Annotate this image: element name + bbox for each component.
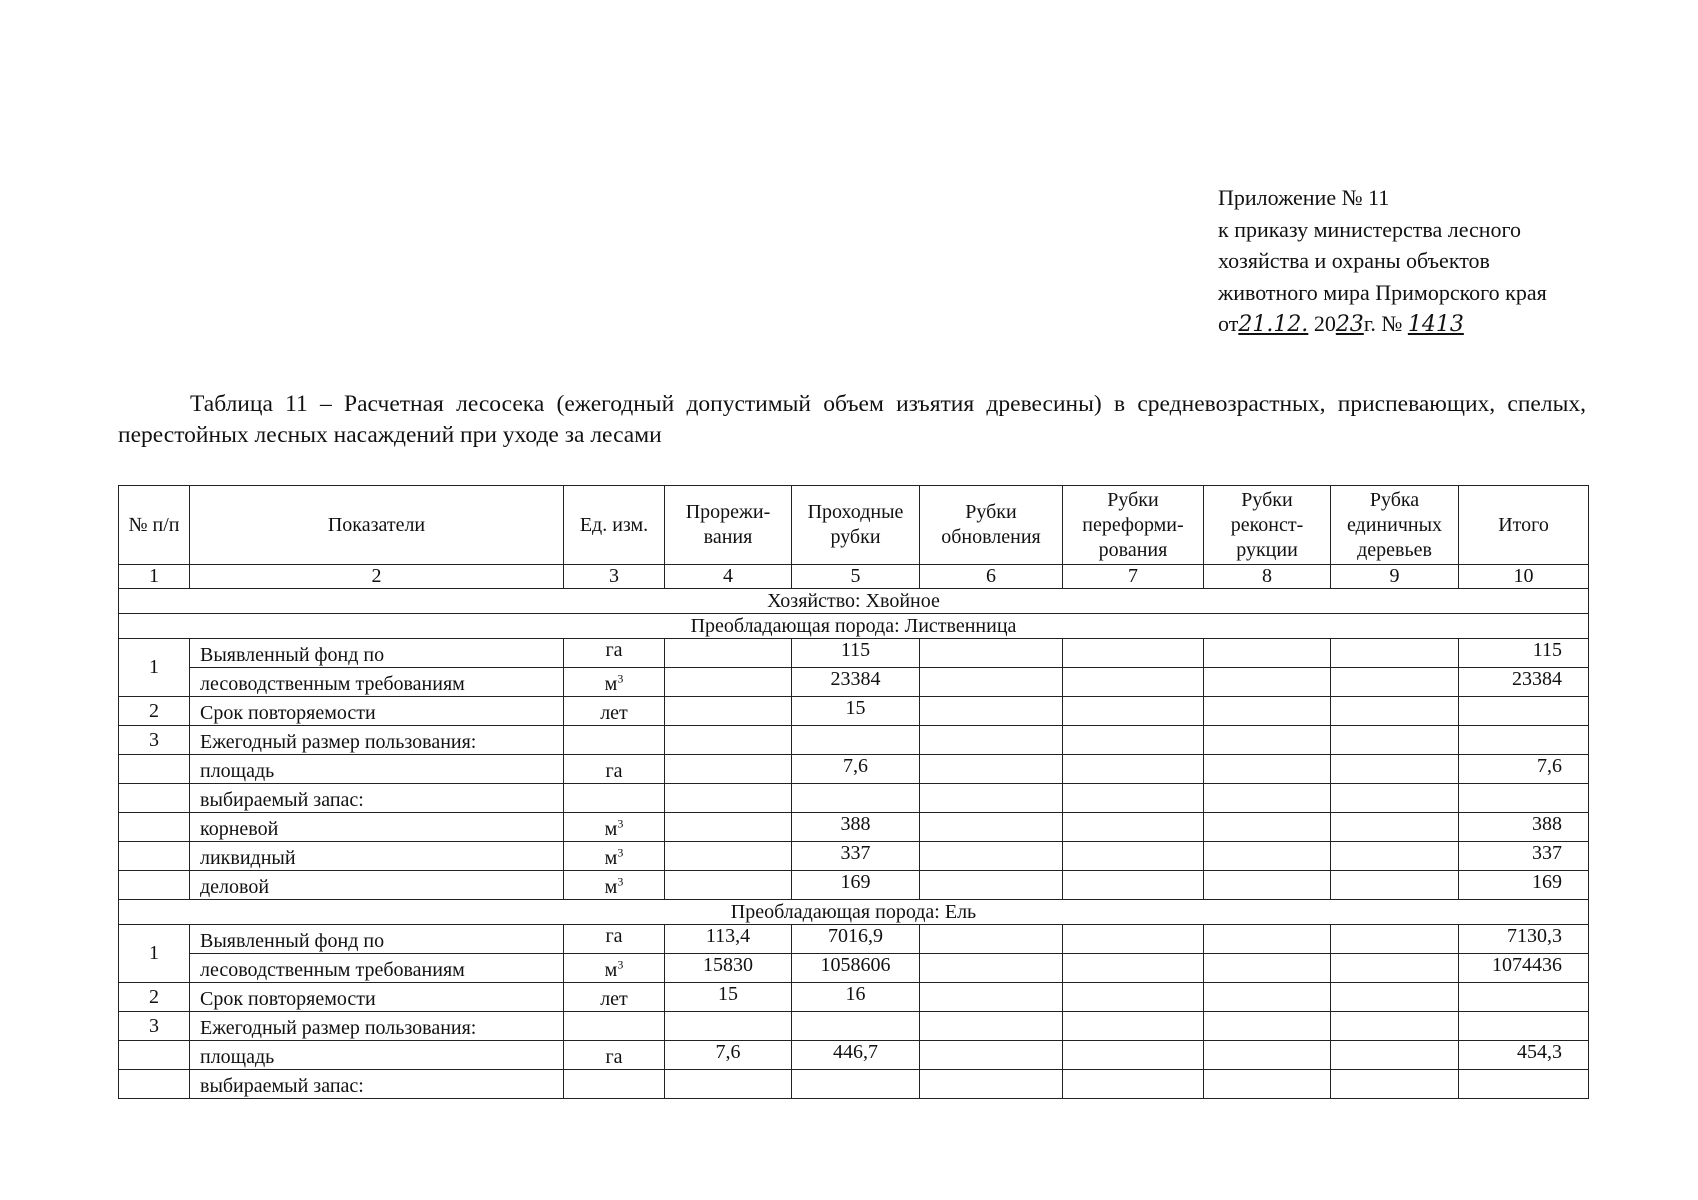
value-passage: 15 <box>792 697 920 726</box>
indicator-label: Выявленный фонд по <box>190 639 564 668</box>
value-passage: 446,7 <box>792 1041 920 1070</box>
value-reconstruction <box>1204 925 1331 954</box>
row-number <box>119 871 190 900</box>
number-label: г. № <box>1363 311 1403 336</box>
unit-cell <box>564 813 665 842</box>
forest-cutting-table <box>118 485 1589 1099</box>
indicator-label: деловой <box>190 871 564 900</box>
value-reconstruction <box>1204 954 1331 983</box>
value-reformation <box>1063 983 1204 1012</box>
table-row <box>119 1041 1589 1070</box>
value-reformation <box>1063 954 1204 983</box>
table-row <box>119 668 1589 697</box>
value-single-trees <box>1331 983 1459 1012</box>
value-passage: 23384 <box>792 668 920 697</box>
value-single-trees <box>1331 842 1459 871</box>
value-thinning <box>665 813 792 842</box>
value-thinning <box>665 842 792 871</box>
unit-text: м <box>604 959 618 981</box>
value-total: 337 <box>1459 842 1589 871</box>
value-renewal <box>920 983 1063 1012</box>
header-cell: Рубки переформи-рования <box>1063 486 1204 565</box>
value-reformation <box>1063 813 1204 842</box>
header-cell: Показатели <box>190 486 564 565</box>
value-passage: 337 <box>792 842 920 871</box>
table-row <box>119 755 1589 784</box>
species-row <box>119 614 1589 639</box>
year-prefix: 20 <box>1313 311 1336 336</box>
row-number <box>119 842 190 871</box>
value-thinning: 15830 <box>665 954 792 983</box>
unit-superscript: 3 <box>617 957 624 972</box>
row-number <box>119 755 190 784</box>
unit-cell: га <box>564 1041 665 1070</box>
unit-superscript: 3 <box>617 671 624 686</box>
value-reformation <box>1063 755 1204 784</box>
value-total: 7,6 <box>1459 755 1589 784</box>
value-reformation <box>1063 668 1204 697</box>
table-row <box>119 954 1589 983</box>
value-single-trees <box>1331 954 1459 983</box>
row-number <box>119 1070 190 1099</box>
value-reconstruction <box>1204 813 1331 842</box>
unit-cell: га <box>564 755 665 784</box>
value-reformation <box>1063 697 1204 726</box>
species-row <box>119 900 1589 925</box>
row-number: 3 <box>119 726 190 755</box>
column-number: 6 <box>920 565 1063 589</box>
header-cell: № п/п <box>119 486 190 565</box>
indicator-label: ликвидный <box>190 842 564 871</box>
value-renewal <box>920 925 1063 954</box>
value-single-trees <box>1331 755 1459 784</box>
indicator-label: корневой <box>190 813 564 842</box>
unit-cell: лет <box>564 697 665 726</box>
value-renewal <box>920 813 1063 842</box>
row-number: 2 <box>119 697 190 726</box>
row-number <box>119 1041 190 1070</box>
column-number-row <box>119 565 1589 589</box>
value-renewal <box>920 871 1063 900</box>
appendix-line-2: к приказу министерства лесного <box>1218 216 1522 242</box>
column-number: 3 <box>564 565 665 589</box>
indicator-label: Ежегодный размер пользования: <box>190 1012 564 1041</box>
value-passage: 388 <box>792 813 920 842</box>
indicator-label: Выявленный фонд по <box>190 925 564 954</box>
unit-text: м <box>604 818 618 840</box>
appendix-line-4: животного мира Приморского края <box>1218 279 1547 305</box>
unit-text: м <box>604 876 618 898</box>
value-passage: 1058606 <box>792 954 920 983</box>
column-number: 10 <box>1459 565 1589 589</box>
value-reconstruction <box>1204 983 1331 1012</box>
header-row <box>119 486 1589 565</box>
value-single-trees <box>1331 1041 1459 1070</box>
row-number: 1 <box>119 639 190 697</box>
column-number: 7 <box>1063 565 1204 589</box>
date-prefix: от <box>1218 311 1239 336</box>
value-reconstruction <box>1204 1041 1331 1070</box>
header-cell: Рубки обновления <box>920 486 1063 565</box>
indicator-label: выбираемый запас: <box>190 784 564 813</box>
column-number: 4 <box>665 565 792 589</box>
unit-cell <box>564 871 665 900</box>
value-renewal <box>920 1041 1063 1070</box>
value-reconstruction <box>1204 639 1331 668</box>
value-thinning <box>665 755 792 784</box>
value-passage: 16 <box>792 983 920 1012</box>
table-row <box>119 871 1589 900</box>
handwritten-number: 1413 <box>1407 312 1464 337</box>
handwritten-year: 23 <box>1335 312 1364 337</box>
indicator-label: лесоводственным требованиям <box>190 668 564 697</box>
table-row <box>119 1070 1589 1099</box>
table-row <box>119 639 1589 668</box>
unit-cell <box>564 668 665 697</box>
farm-title: Хозяйство: Хвойное <box>119 589 1589 614</box>
indicator-label: Ежегодный размер пользования: <box>190 726 564 755</box>
value-reconstruction <box>1204 842 1331 871</box>
farm-row <box>119 589 1589 614</box>
value-reformation <box>1063 871 1204 900</box>
header-cell: Проходные рубки <box>792 486 920 565</box>
value-renewal <box>920 639 1063 668</box>
value-reconstruction <box>1204 755 1331 784</box>
value-total <box>1459 983 1589 1012</box>
unit-text: м <box>604 847 618 869</box>
table-row <box>119 813 1589 842</box>
unit-cell: га <box>564 925 665 954</box>
value-passage: 7016,9 <box>792 925 920 954</box>
value-renewal <box>920 954 1063 983</box>
header-cell: Ед. изм. <box>564 486 665 565</box>
indicator-label: выбираемый запас: <box>190 1070 564 1099</box>
value-passage: 115 <box>792 639 920 668</box>
unit-superscript: 3 <box>617 845 624 860</box>
table-row <box>119 983 1589 1012</box>
appendix-header <box>1218 182 1658 341</box>
value-renewal <box>920 842 1063 871</box>
appendix-title: Приложение № 11 <box>1218 185 1390 210</box>
row-number: 2 <box>119 983 190 1012</box>
value-single-trees <box>1331 668 1459 697</box>
value-thinning <box>665 871 792 900</box>
column-number: 9 <box>1331 565 1459 589</box>
value-total: 23384 <box>1459 668 1589 697</box>
appendix-date-line <box>1218 308 1658 341</box>
unit-superscript: 3 <box>617 816 624 831</box>
table-row <box>119 842 1589 871</box>
value-single-trees <box>1331 813 1459 842</box>
indicator-label: Срок повторяемости <box>190 983 564 1012</box>
handwritten-date: 21.12. <box>1238 312 1309 337</box>
unit-cell <box>564 954 665 983</box>
value-renewal <box>920 668 1063 697</box>
table-row <box>119 726 1589 755</box>
species-title: Преобладающая порода: Ель <box>119 900 1589 925</box>
column-number: 5 <box>792 565 920 589</box>
value-reformation <box>1063 842 1204 871</box>
species-title: Преобладающая порода: Лиственница <box>119 614 1589 639</box>
unit-text: м <box>604 673 618 695</box>
header-cell: Прорежи-вания <box>665 486 792 565</box>
value-total: 169 <box>1459 871 1589 900</box>
value-reformation <box>1063 1041 1204 1070</box>
value-single-trees <box>1331 871 1459 900</box>
value-total: 1074436 <box>1459 954 1589 983</box>
value-thinning <box>665 668 792 697</box>
value-reconstruction <box>1204 697 1331 726</box>
indicator-label: Срок повторяемости <box>190 697 564 726</box>
row-number: 1 <box>119 925 190 983</box>
value-renewal <box>920 755 1063 784</box>
value-total <box>1459 697 1589 726</box>
header-cell: Итого <box>1459 486 1589 565</box>
value-single-trees <box>1331 925 1459 954</box>
column-number: 8 <box>1204 565 1331 589</box>
unit-superscript: 3 <box>617 874 624 889</box>
value-thinning: 113,4 <box>665 925 792 954</box>
value-thinning <box>665 697 792 726</box>
value-thinning <box>665 639 792 668</box>
value-total: 388 <box>1459 813 1589 842</box>
value-thinning: 15 <box>665 983 792 1012</box>
row-number: 3 <box>119 1012 190 1041</box>
unit-cell: га <box>564 639 665 668</box>
unit-cell: лет <box>564 983 665 1012</box>
value-reconstruction <box>1204 871 1331 900</box>
table-row <box>119 697 1589 726</box>
header-cell: Рубки реконст-рукции <box>1204 486 1331 565</box>
value-passage: 7,6 <box>792 755 920 784</box>
appendix-line-3: хозяйства и охраны объектов <box>1218 248 1490 273</box>
value-reformation <box>1063 925 1204 954</box>
unit-cell <box>564 842 665 871</box>
value-total: 7130,3 <box>1459 925 1589 954</box>
value-thinning: 7,6 <box>665 1041 792 1070</box>
value-single-trees <box>1331 639 1459 668</box>
row-number <box>119 813 190 842</box>
table-row <box>119 1012 1589 1041</box>
value-reformation <box>1063 639 1204 668</box>
value-total: 115 <box>1459 639 1589 668</box>
value-single-trees <box>1331 697 1459 726</box>
value-total: 454,3 <box>1459 1041 1589 1070</box>
table-caption: Таблица 11 – Расчетная лесосека (ежегодный допустимый объем изъятия древесины) в средневозрастных, приспевающих, спелых, перестойных лесных насаждений при уходе за лесами <box>118 391 1586 448</box>
value-passage: 169 <box>792 871 920 900</box>
indicator-label: площадь <box>190 1041 564 1070</box>
indicator-label: площадь <box>190 755 564 784</box>
indicator-label: лесоводственным требованиям <box>190 954 564 983</box>
value-renewal <box>920 697 1063 726</box>
column-number: 2 <box>190 565 564 589</box>
table-row <box>119 925 1589 954</box>
header-cell: Рубка единичных деревьев <box>1331 486 1459 565</box>
table-row <box>119 784 1589 813</box>
value-reconstruction <box>1204 668 1331 697</box>
column-number: 1 <box>119 565 190 589</box>
row-number <box>119 784 190 813</box>
